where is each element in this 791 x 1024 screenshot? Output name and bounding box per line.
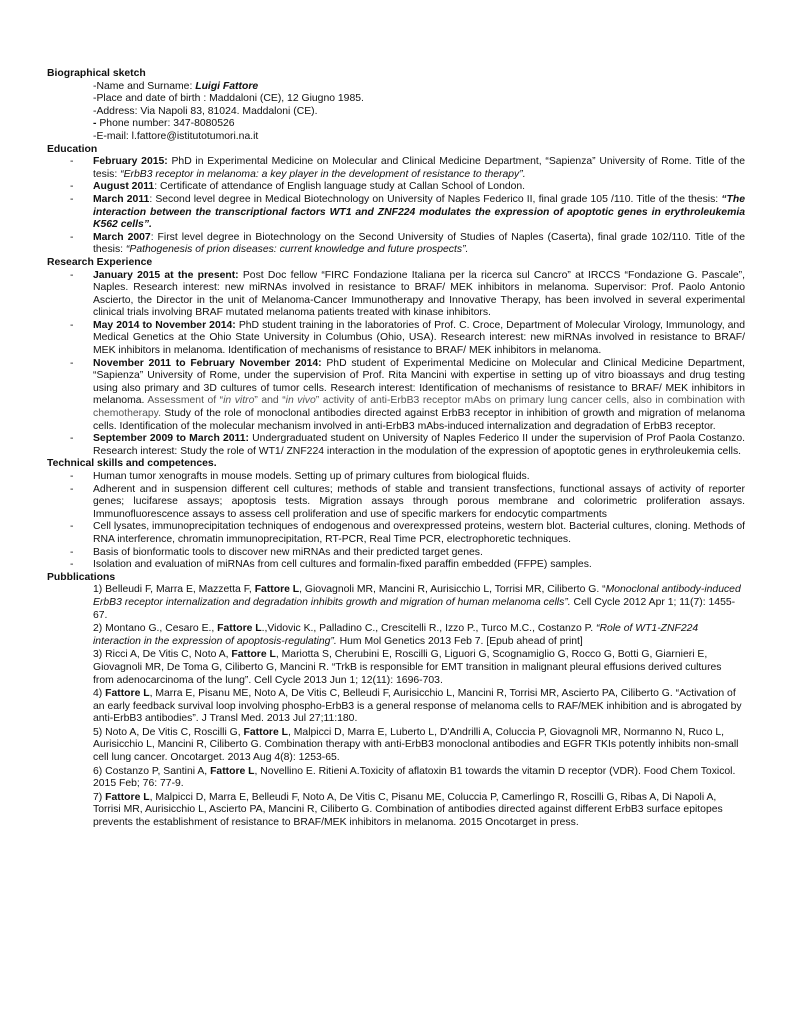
birth-line: -Place and date of birth : Maddaloni (CE), 12 Giugno 1985. bbox=[93, 93, 364, 105]
item-text: PhD student of Experimental Medicine on Molecular and Clinical Medicine Department, “Sapienza” University of Rome, under the supervision of Prof. Rita Mancini with expertise in setting up of vitro bioassays and drug testing using also primary and 3D cultures of tumor cells. Research interest: Identification of mechanisms of resistance to BRAF/ MEK inhibitors in melanoma. bbox=[93, 357, 745, 407]
item-date: February 2015: bbox=[93, 156, 168, 168]
education-item bbox=[47, 232, 745, 257]
research-item bbox=[47, 320, 745, 358]
publication bbox=[93, 688, 745, 726]
pub-self: Fattore L bbox=[105, 688, 150, 700]
address-line: -Address: Via Napoli 83, 81024. Maddaloni (CE). bbox=[93, 105, 318, 117]
pub-self: Fattore L bbox=[217, 623, 262, 635]
bio-block bbox=[47, 81, 745, 144]
item-date: May 2014 to November 2014: bbox=[93, 319, 236, 331]
research-item bbox=[47, 358, 745, 434]
pub-self: Fattore L bbox=[243, 726, 288, 738]
pub-authors: 2) Montano G., Cesaro E., bbox=[93, 623, 218, 635]
gray-em: in vivo bbox=[285, 395, 316, 407]
item-title: “ErbB3 receptor in melanoma: a key player in the development of resistance to therapy”. bbox=[120, 168, 526, 180]
pub-authors: 1) Belleudi F, Marra E, Mazzetta F, bbox=[93, 584, 255, 596]
item-tail: Study of the role of monoclonal antibodies directed against ErbB3 receptor in inhibition of growth and migration of melanoma cells. Identification of the molecular mechanism involved in anti-ErbB3 mAbs-induced internalization and degradation of ErbB3 receptor. bbox=[93, 408, 745, 432]
skill-item: - Basis of bionformatic tools to discover new miRNAs and their predicted target genes. bbox=[47, 547, 745, 560]
pub-rest: , Mariotta S, Cherubini E, Roscilli G, Liguori G, Scognamiglio G, Rocco G, Botti G, Giarnieri E, Giovagnoli MR, De Toma G, Ciliberto G, Mancini R. “TrkB is responsible for EMT transition in malignant pleural effusions derived cultures from adenocarcinoma of the lung”. Cell Cycle 2013 Jun 1; 12(11): 1696-703. bbox=[93, 649, 722, 686]
publication bbox=[93, 623, 745, 648]
skill-item: - Cell lysates, immunoprecipitation techniques of endogenous and overexpressed proteins, western blot. Bacterial cultures, cloning. Methods of RNA interference, chromatin immunoprecipitation, RT-PCR, Real Time PCR, electrophoretic techniques. bbox=[47, 521, 745, 546]
pub-title: Monoclonal antibody-induced ErbB3 receptor internalization and degradation inhibits growth and migration of human melanoma cells”. bbox=[93, 584, 741, 608]
gray-part: ” activity of anti-ErbB3 receptor mAbs on primary lung cancer cells, also in combination with chemotherapy. bbox=[93, 395, 746, 420]
item-title: “Pathogenesis of prion diseases: current knowledge and future prospects”. bbox=[125, 244, 469, 256]
item-date: March 2011 bbox=[93, 193, 150, 205]
education-item bbox=[47, 194, 745, 232]
cv-page bbox=[47, 68, 745, 831]
item-text: : Second level degree in Medical Biotechnology on University of Naples Federico II, final grade 105 /110. Title of the thesis: bbox=[149, 193, 722, 205]
research-item bbox=[47, 433, 745, 458]
item-date: January 2015 at the present: bbox=[93, 269, 239, 281]
gray-part: Assessment of “ bbox=[147, 395, 224, 407]
gray-part: ” and “ bbox=[254, 395, 286, 407]
publication bbox=[93, 584, 745, 622]
education-list bbox=[47, 156, 745, 257]
education-item bbox=[47, 181, 745, 194]
pub-authors: 5) Noto A, De Vitis C, Roscilli G, bbox=[93, 726, 244, 738]
pub-journal: Hum Mol Genetics 2013 Feb 7. [Epub ahead of print] bbox=[336, 635, 583, 647]
pub-self: Fattore L bbox=[231, 649, 276, 661]
phone-line bbox=[93, 118, 745, 131]
pub-authors: 4) bbox=[93, 688, 106, 700]
phone-dash: - bbox=[93, 118, 100, 130]
pub-rest: , Malpicci D, Marra E, Belleudi F, Noto A, De Vitis C, Pisanu ME, Coluccia P, Camerlingo R, Roscilli G, Ribas A, Di Napoli A, Torrisi MR, Aurisicchio L, Ascierto PA, Mancini R, Ciliberto G. Combination of antibodies directed against different ErbB3 surface epitopes prevents the establishment of resistance to BRAF/MEK inhibitors in melanoma. 2015 Oncotarget in press. bbox=[93, 791, 723, 829]
name-line bbox=[93, 81, 745, 94]
publication bbox=[93, 766, 745, 791]
pub-authors: .,Vidovic K., Palladino C., Crescitelli R., Izzo P., Turco M.C., Costanzo P. bbox=[261, 623, 596, 635]
pub-rest: , Marra E, Pisanu ME, Noto A, De Vitis C, Belleudi F, Aurisicchio L, Mancini R, Torrisi MR, Ascierto PA, Ciliberto G. “Activation of an early feedback survival loop involving phospho-ErbB3 is a general response of melanoma cells to RAF/MEK inhibition and is abrogated by anti-ErbB3 antibodies”. J Transl Med. 2013 Jul 27;11:180. bbox=[93, 688, 742, 725]
pub-authors: 6) Costanzo P, Santini A, bbox=[93, 765, 211, 777]
pub-authors: , Giovagnoli MR, Mancini R, Aurisicchio L, Torrisi MR, Ciliberto G. “ bbox=[299, 584, 606, 596]
item-text: : First level degree in Biotechnology on the Second University of Studies of Naples (Caserta), final grade 102/110. Title of the thesis: bbox=[93, 231, 745, 256]
publication bbox=[93, 792, 745, 830]
pub-title: “Role of WT1-ZNF224 interaction in the expression of apoptosis-regulating”. bbox=[93, 623, 699, 647]
email-line: -E-mail: l.fattore@istitutotumori.na.it bbox=[93, 130, 259, 142]
phone-value: Phone number: 347-8080526 bbox=[99, 118, 235, 130]
gray-em: in vitro bbox=[223, 395, 255, 407]
name-value: Luigi Fattore bbox=[195, 80, 259, 92]
pubs-heading: Pubblications bbox=[47, 571, 116, 583]
name-label: -Name and Surname: bbox=[93, 80, 196, 92]
pub-authors: 3) Ricci A, De Vitis C, Noto A, bbox=[93, 649, 232, 661]
research-heading: Research Experience bbox=[47, 256, 153, 268]
item-date: March 2007 bbox=[93, 231, 151, 243]
item-text: Post Doc fellow “FIRC Fondazione Italiana per la ricerca sul Cancro” at IRCCS “Fondazione G. Pascale”, Naples. Research interest: new miRNAs involved in resistance to BRAF/ MEK inhibitors in melanoma. Supervisor: Prof. Paolo Antonio Ascierto, the Director in the unit of Melanoma-Cancer Immunotherapy and Innovative Therapy, has been involved in several experimental clinical trials involving BRAF mutated melanoma patients treated with kinase inhibitors. bbox=[93, 269, 745, 319]
skills-list bbox=[47, 471, 745, 572]
skill-item: - Human tumor xenografts in mouse models. Setting up of primary cultures from biological fluids. bbox=[47, 471, 745, 484]
item-text: Undergraduated student on University of Naples Federico II under the supervision of Prof Paola Costanzo. Research interest: Study the role of WT1/ ZNF224 interaction in the modulation of the expression of apoptotic genes in erythroleukemia cells. bbox=[93, 433, 745, 457]
pubs-list bbox=[47, 584, 745, 829]
skills-heading: Technical skills and competences. bbox=[47, 458, 217, 470]
research-list bbox=[47, 270, 745, 459]
pub-self: Fattore L bbox=[254, 584, 300, 596]
item-text: : Certificate of attendance of English language study at Callan School of London. bbox=[154, 181, 526, 193]
pub-authors: 7) bbox=[93, 791, 106, 803]
publication bbox=[93, 727, 745, 765]
pub-journal: Cell Cycle 2012 Apr 1; 11(7): 1455-67. bbox=[93, 596, 736, 621]
skill-item: - Isolation and evaluation of miRNAs from cell cultures and formalin-fixed paraffin embedded (FFPE) samples. bbox=[47, 559, 745, 572]
pub-self: Fattore L bbox=[105, 791, 150, 803]
research-item bbox=[47, 270, 745, 320]
skill-item: - Adherent and in suspension different cell cultures; methods of stable and transient transfections, functional assays of activity of reporter genes; lucifarese assays; apoptosis tests. Migration assays through porous membrane and colorimetric proliferation assays. Immunofluorescence assays to assess cell proliferation and use of specific markers for endocytic compartments bbox=[47, 484, 745, 522]
pub-self: Fattore L bbox=[210, 765, 255, 777]
education-item bbox=[47, 156, 745, 181]
bio-heading: Biographical sketch bbox=[47, 68, 146, 79]
item-date: November 2011 to February November 2014: bbox=[93, 357, 322, 369]
education-heading: Education bbox=[47, 143, 98, 155]
item-text: PhD student training in the laboratories of Prof. C. Croce, Department of Molecular Virology, Immunology, and Medical Genetics at the Ohio State University in Columbus (Ohio, USA). Research interest: new miRNAs involved in resistance to BRAF/ MEK inhibitors in melanoma. Identification of mechanisms of resistance to BRAF/ MEK inhibitors in melanoma. bbox=[93, 319, 745, 357]
pub-rest: , Malpicci D, Marra E, Luberto L, D'Andrilli A, Coluccia P, Giovagnoli MR, Normanno N, Ruco L, Aurisicchio L, Mancini R, Ciliberto G. Combination therapy with anti-ErbB3 monoclonal antibodies and EGFR TKIs potently inhibits non-small cell lung cancer. Oncotarget. 2013 Aug 4(8): 1253-65. bbox=[93, 726, 739, 764]
item-title: “The interaction between the transcriptional factors WT1 and ZNF224 modulates the expression of apoptotic genes in erythroleukemia K562 cells”. bbox=[93, 193, 745, 231]
item-date: September 2009 to March 2011: bbox=[93, 433, 249, 445]
item-date: August 2011 bbox=[93, 181, 155, 193]
item-text: PhD in Experimental Medicine on Molecular and Clinical Medicine Department, “Sapienza” University of Rome. Title of the tesis: bbox=[93, 156, 745, 180]
publication bbox=[93, 649, 745, 687]
pub-rest: , Novellino E. Ritieni A.Toxicity of aflatoxin B1 towards the vitamin D receptor (VDR). Food Chem Toxicol. 2015 Feb; 76: 77-9. bbox=[93, 765, 736, 790]
